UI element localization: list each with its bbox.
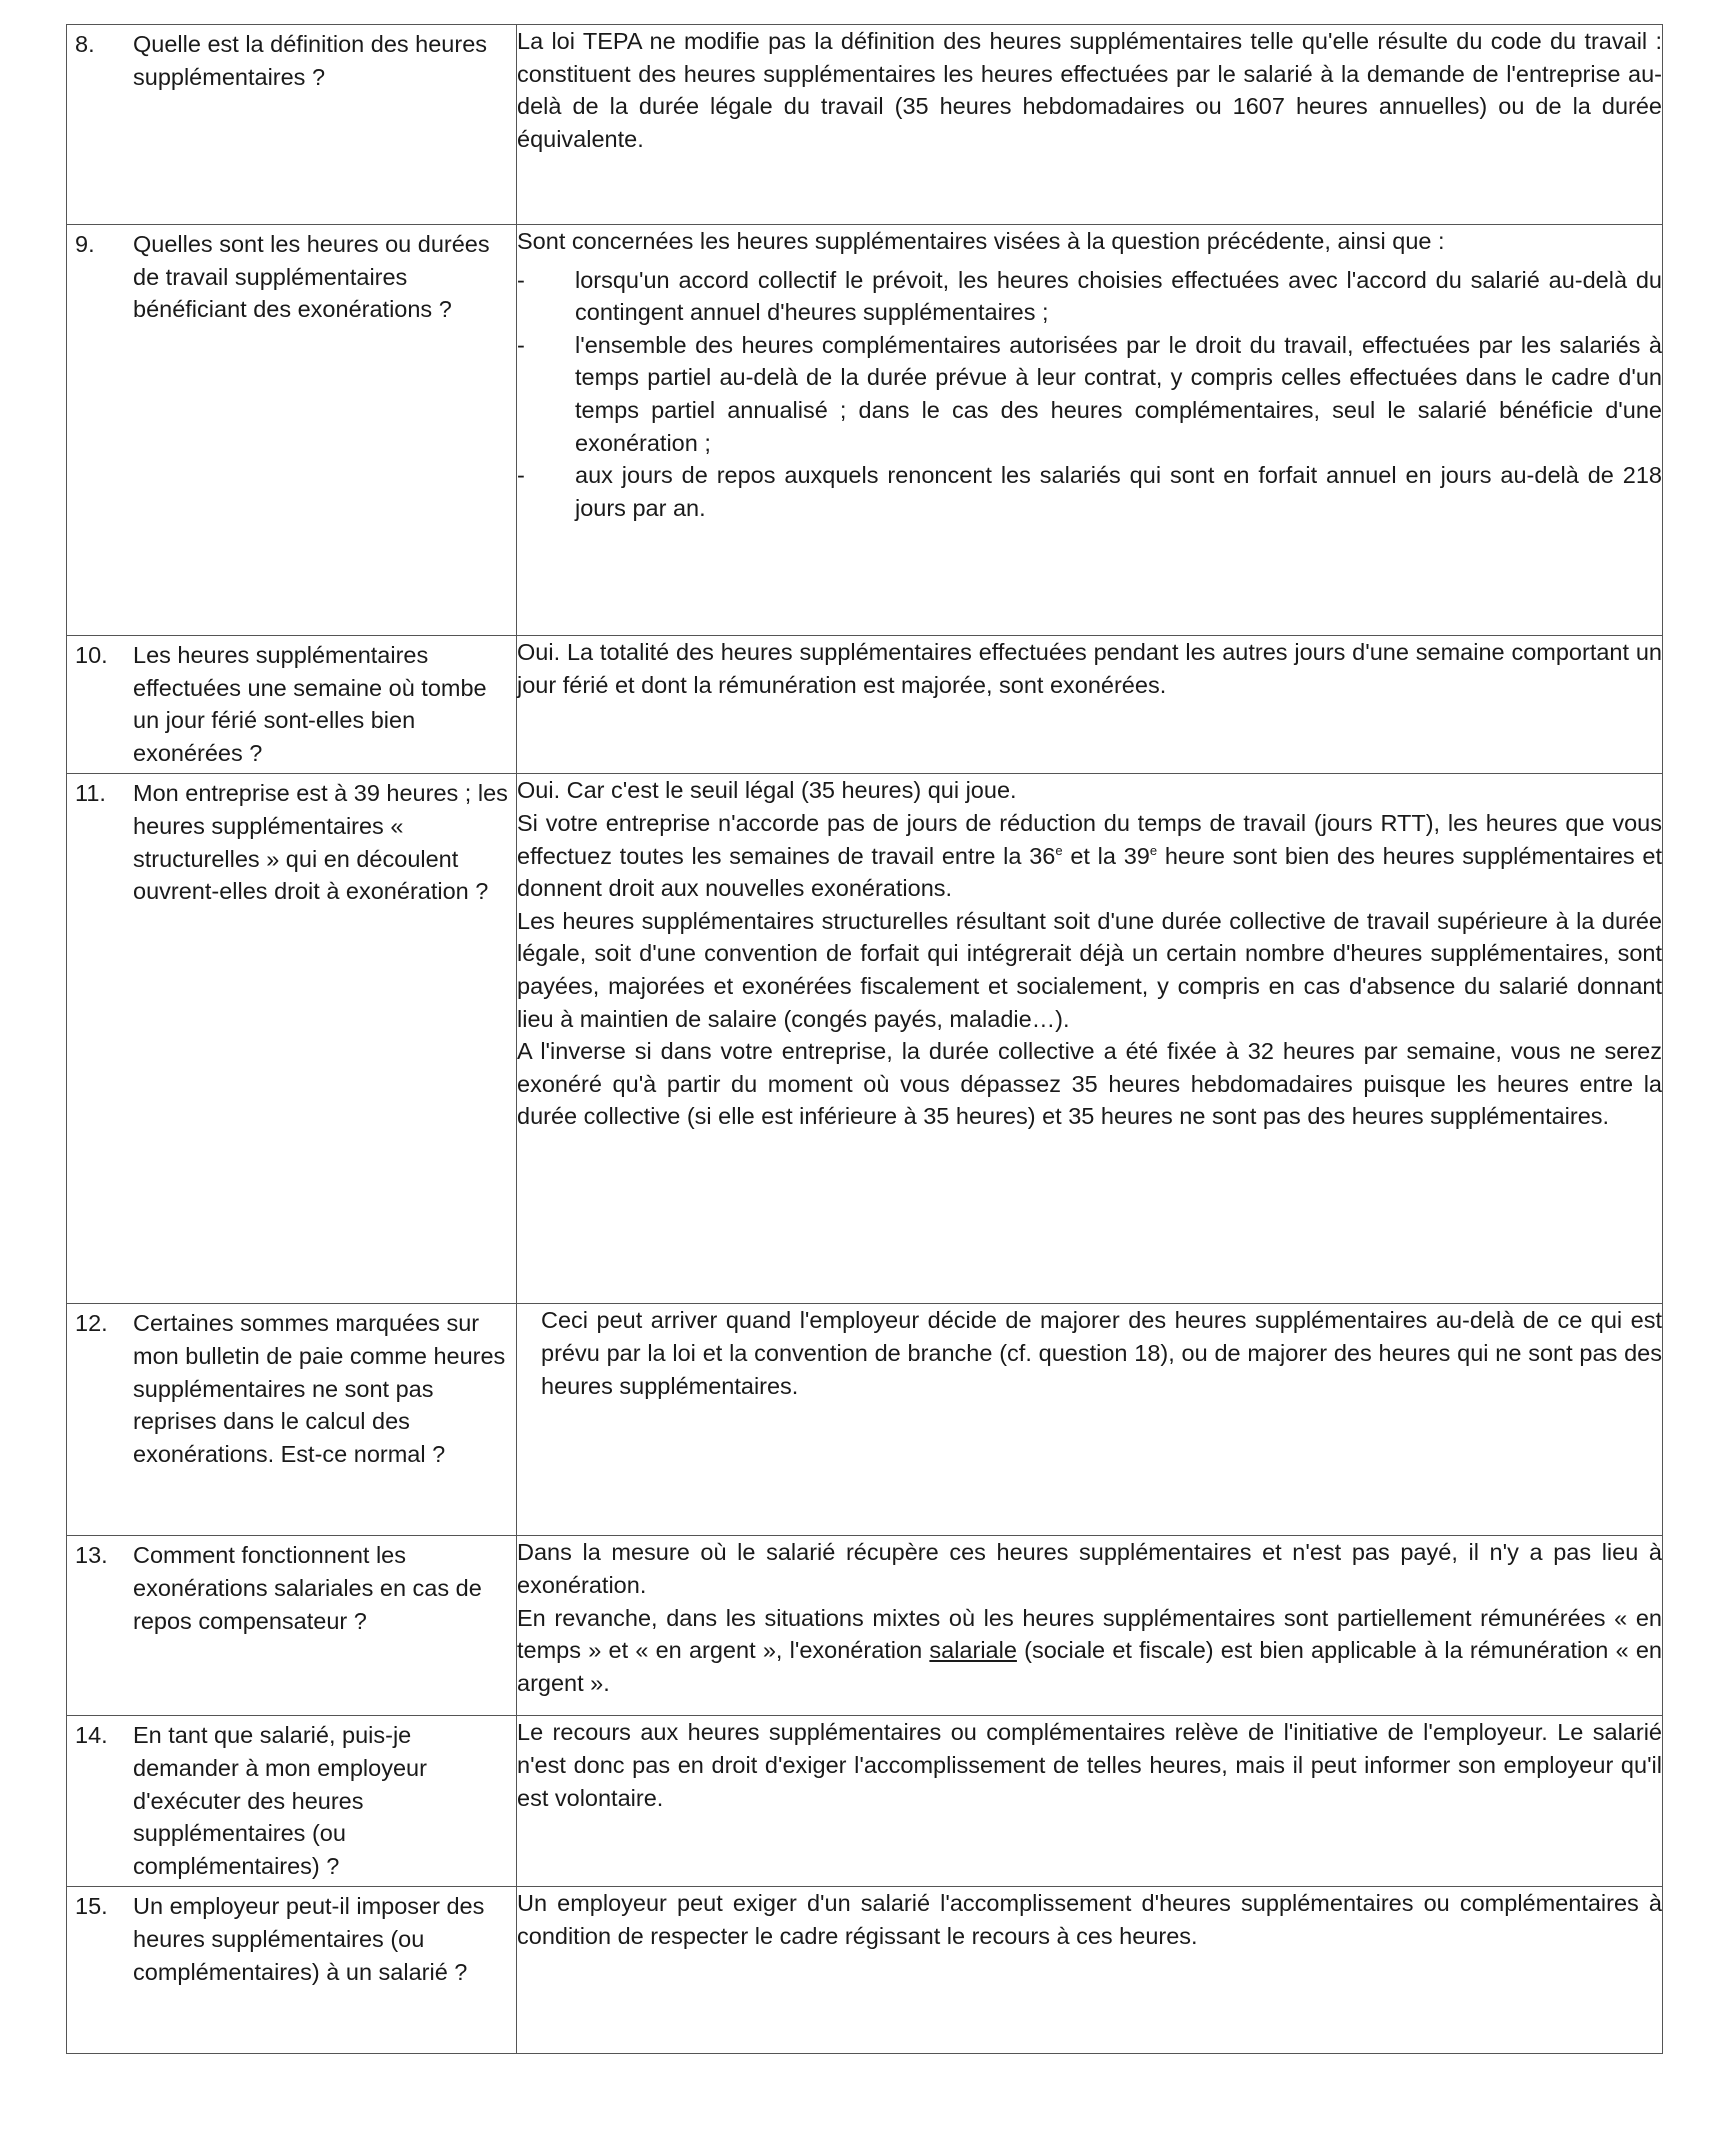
question-number: 12.: [75, 1310, 108, 1337]
question-cell: [67, 25, 517, 225]
question-cell: [67, 225, 517, 636]
text-run: (sociale et fiscale) est bien applicable à la rémunération « en argent ».: [517, 1637, 1662, 1696]
bullet-dash: -: [517, 331, 525, 358]
question-text: Un employeur peut-il imposer des heures supplémentaires (ou complémentaires) à un salarié ?: [133, 1893, 485, 1985]
answer-cell: [517, 1304, 1663, 1536]
faq-row-8: [67, 25, 1663, 225]
answer-cell: [517, 1536, 1663, 1716]
bullet-dash: -: [517, 462, 525, 489]
question-cell: [67, 636, 517, 774]
question-cell: [67, 1716, 517, 1887]
answer-paragraph: Dans la mesure où le salarié récupère ces heures supplémentaires et n'est pas payé, il n'y a pas lieu à exonération.: [517, 1539, 1662, 1598]
faq-row-10: [67, 636, 1663, 774]
answer-paragraph: A l'inverse si dans votre entreprise, la durée collective a été fixée à 32 heures par semaine, vous ne serez exonéré qu'à partir du moment où vous dépassez 35 heures hebdomadaires puisque les heures entre la durée collective (si elle est inférieure à 35 heures) et 35 heures ne sont pas des heures supplémentaires.: [517, 1038, 1662, 1130]
question-text: Les heures supplémentaires effectuées une semaine où tombe un jour férié sont-elles bien exonérées ?: [133, 642, 487, 766]
answer-paragraph: Un employeur peut exiger d'un salarié l'accomplissement d'heures supplémentaires ou complémentaires à condition de respecter le cadre régissant le recours à ces heures.: [517, 1890, 1662, 1949]
bullet-text: aux jours de repos auxquels renoncent les salariés qui sont en forfait annuel en jours au-delà de 218 jours par an.: [575, 462, 1662, 521]
superscript: e: [1055, 842, 1063, 858]
question-cell: [67, 1887, 517, 2054]
faq-row-9: [67, 225, 1663, 636]
answer-cell: [517, 225, 1663, 636]
faq-row-15: [67, 1887, 1663, 2054]
question-text: Quelle est la définition des heures supplémentaires ?: [133, 31, 488, 90]
answer-cell: [517, 774, 1663, 1304]
question-number: 15.: [75, 1893, 108, 1920]
list-item: [517, 264, 1662, 329]
question-cell: [67, 1304, 517, 1536]
answer-paragraph: Le recours aux heures supplémentaires ou complémentaires relève de l'initiative de l'employeur. Le salarié n'est donc pas en droit d'exiger l'accomplissement de telles heures, mais il peut informer son employeur qu'il est volontaire.: [517, 1719, 1662, 1811]
bullet-text: l'ensemble des heures complémentaires autorisées par le droit du travail, effectuées par les salariés à temps partiel au-delà de la durée prévue à leur contrat, y compris celles effectuées dans le cadre d'un temps partiel annualisé ; dans le cas des heures complémentaires, seul le salarié bénéficie d'une exonération ;: [575, 331, 1662, 456]
answer-paragraph: La loi TEPA ne modifie pas la définition des heures supplémentaires telle qu'elle résulte du code du travail : constituent des heures supplémentaires les heures effectuées par le salarié à la demande de l'entreprise au-delà de la durée légale du travail (35 heures hebdomadaires ou 1607 heures annuelles) ou de la durée équivalente.: [517, 28, 1662, 152]
answer-cell: [517, 636, 1663, 774]
answer-cell: [517, 1716, 1663, 1887]
question-number: 8.: [75, 31, 95, 57]
text-run: Si votre entreprise n'accorde pas de jours de réduction du temps de travail (jours RTT), les heures que vous effectuez toutes les semaines de travail entre la 36: [517, 809, 1662, 869]
text-run: et la 39: [1062, 842, 1150, 869]
answer-bullet-list: [517, 264, 1662, 525]
faq-row-12: [67, 1304, 1663, 1536]
question-cell: [67, 1536, 517, 1716]
question-text: Mon entreprise est à 39 heures ; les heures supplémentaires « structurelles » qui en découlent ouvrent-elles droit à exonération ?: [133, 780, 508, 905]
question-number: 13.: [75, 1542, 108, 1569]
question-number: 11.: [75, 780, 106, 807]
bullet-dash: -: [517, 266, 525, 293]
faq-table: [66, 24, 1663, 2054]
text-run: En revanche, dans les situations mixtes où les heures supplémentaires sont partiellement rémunérées « en temps » et « en argent », l'exonération: [517, 1604, 1662, 1664]
answer-paragraph: Les heures supplémentaires structurelles résultant soit d'une durée collective de travail supérieure à la durée légale, soit d'une convention de forfait qui intégrerait déjà un certain nombre d'heures supplémentaires, sont payées, majorées et exonérées fiscalement et socialement, y compris en cas d'absence du salarié donnant lieu à maintien de salaire (congés payés, maladie…).: [517, 907, 1662, 1032]
question-text: En tant que salarié, puis-je demander à mon employeur d'exécuter des heures supplémentaires (ou complémentaires) ?: [133, 1722, 427, 1879]
superscript: e: [1149, 842, 1158, 858]
list-item: [517, 459, 1662, 524]
list-item: [517, 329, 1662, 459]
faq-row-11: [67, 774, 1663, 1304]
answer-paragraph: Ceci peut arriver quand l'employeur décide de majorer des heures supplémentaires au-delà de ce qui est prévu par la loi et la convention de branche (cf. question 18), ou de majorer des heures qui ne sont pas des heures supplémentaires.: [541, 1307, 1662, 1399]
bullet-text: lorsqu'un accord collectif le prévoit, les heures choisies effectuées avec l'accord du salarié au-delà du contingent annuel d'heures supplémentaires ;: [575, 266, 1662, 326]
answer-paragraph: [517, 1602, 1662, 1700]
question-text: Comment fonctionnent les exonérations salariales en cas de repos compensateur ?: [133, 1542, 482, 1634]
answer-paragraph: [517, 807, 1662, 905]
answer-paragraph: Oui. La totalité des heures supplémentaires effectuées pendant les autres jours d'une semaine comportant un jour férié et dont la rémunération est majorée, sont exonérées.: [517, 639, 1662, 698]
faq-row-13: [67, 1536, 1663, 1716]
answer-cell: [517, 25, 1663, 225]
question-text: Quelles sont les heures ou durées de travail supplémentaires bénéficiant des exonérations ?: [133, 231, 490, 323]
question-cell: [67, 774, 517, 1304]
question-text: Certaines sommes marquées sur mon bulletin de paie comme heures supplémentaires ne sont pas reprises dans le calcul des exonérations. Est-ce normal ?: [133, 1310, 506, 1467]
text-run: heure sont bien des heures supplémentaires et donnent droit aux nouvelles exonérations.: [517, 842, 1662, 902]
question-number: 14.: [75, 1722, 108, 1749]
answer-cell: [517, 1887, 1663, 2054]
question-number: 9.: [75, 231, 95, 257]
faq-row-14: [67, 1716, 1663, 1887]
question-number: 10.: [75, 642, 108, 668]
answer-intro: Sont concernées les heures supplémentaires visées à la question précédente, ainsi que :: [517, 228, 1445, 254]
answer-paragraph: Oui. Car c'est le seuil légal (35 heures) qui joue.: [517, 777, 1017, 804]
underlined-text: salariale: [929, 1637, 1017, 1664]
